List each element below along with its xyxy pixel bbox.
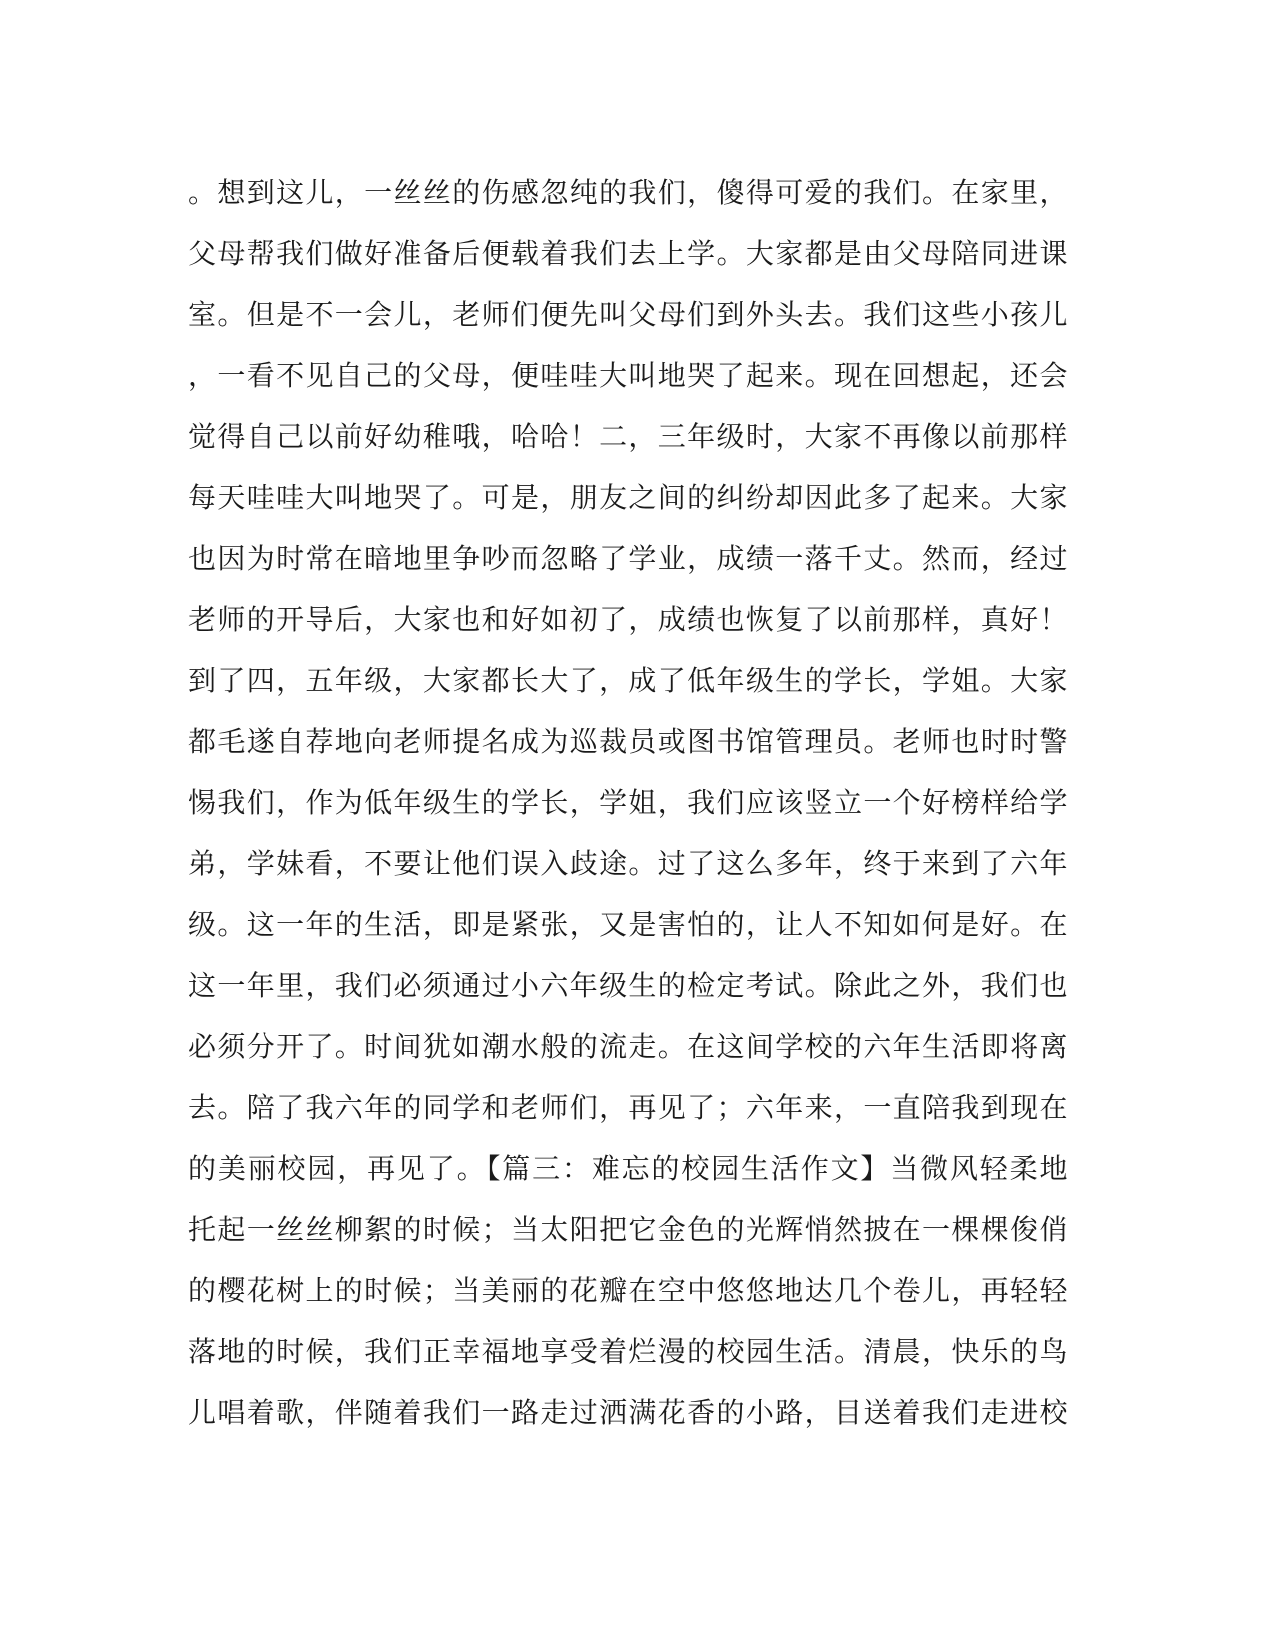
text-line: 室。但是不一会儿，老师们便先叫父母们到外头去。我们这些小孩儿 — [188, 298, 1068, 331]
text-line: 惕我们，作为低年级生的学长，学姐，我们应该竖立一个好榜样给学 — [188, 786, 1068, 819]
text-line: 到了四，五年级，大家都长大了，成了低年级生的学长，学姐。大家 — [188, 664, 1068, 697]
text-line: ，一看不见自己的父母，便哇哇大叫地哭了起来。现在回想起，还会 — [188, 359, 1068, 392]
text-line: 级。这一年的生活，即是紧张，又是害怕的，让人不知如何是好。在 — [188, 908, 1068, 941]
essay-body — [188, 162, 1068, 1443]
text-line: 托起一丝丝柳絮的时候；当太阳把它金色的光辉悄然披在一棵棵俊俏 — [188, 1213, 1068, 1246]
text-line: 父母帮我们做好准备后便载着我们去上学。大家都是由父母陪同进课 — [188, 237, 1068, 270]
text-line: 去。陪了我六年的同学和老师们，再见了；六年来，一直陪我到现在 — [188, 1091, 1068, 1124]
text-line: 的美丽校园，再见了。【篇三：难忘的校园生活作文】当微风轻柔地 — [188, 1152, 1068, 1185]
text-line: 老师的开导后，大家也和好如初了，成绩也恢复了以前那样，真好！ — [188, 603, 1068, 636]
text-line: 弟，学妹看，不要让他们误入歧途。过了这么多年，终于来到了六年 — [188, 847, 1068, 880]
text-line: 也因为时常在暗地里争吵而忽略了学业，成绩一落千丈。然而，经过 — [188, 542, 1068, 575]
text-line: 觉得自己以前好幼稚哦，哈哈！二，三年级时，大家不再像以前那样 — [188, 420, 1068, 453]
text-line: 。想到这儿，一丝丝的伤感忽纯的我们，傻得可爱的我们。在家里， — [188, 176, 1068, 209]
text-line: 必须分开了。时间犹如潮水般的流走。在这间学校的六年生活即将离 — [188, 1030, 1068, 1063]
text-line: 都毛遂自荐地向老师提名成为巡裁员或图书馆管理员。老师也时时警 — [188, 725, 1068, 758]
text-line: 落地的时候，我们正幸福地享受着烂漫的校园生活。清晨，快乐的鸟 — [188, 1335, 1068, 1368]
text-line: 这一年里，我们必须通过小六年级生的检定考试。除此之外，我们也 — [188, 969, 1068, 1002]
text-line: 儿唱着歌，伴随着我们一路走过洒满花香的小路，目送着我们走进校 — [188, 1396, 1068, 1429]
text-line: 的樱花树上的时候；当美丽的花瓣在空中悠悠地达几个卷儿，再轻轻 — [188, 1274, 1068, 1307]
text-line: 每天哇哇大叫地哭了。可是，朋友之间的纠纷却因此多了起来。大家 — [188, 481, 1068, 514]
